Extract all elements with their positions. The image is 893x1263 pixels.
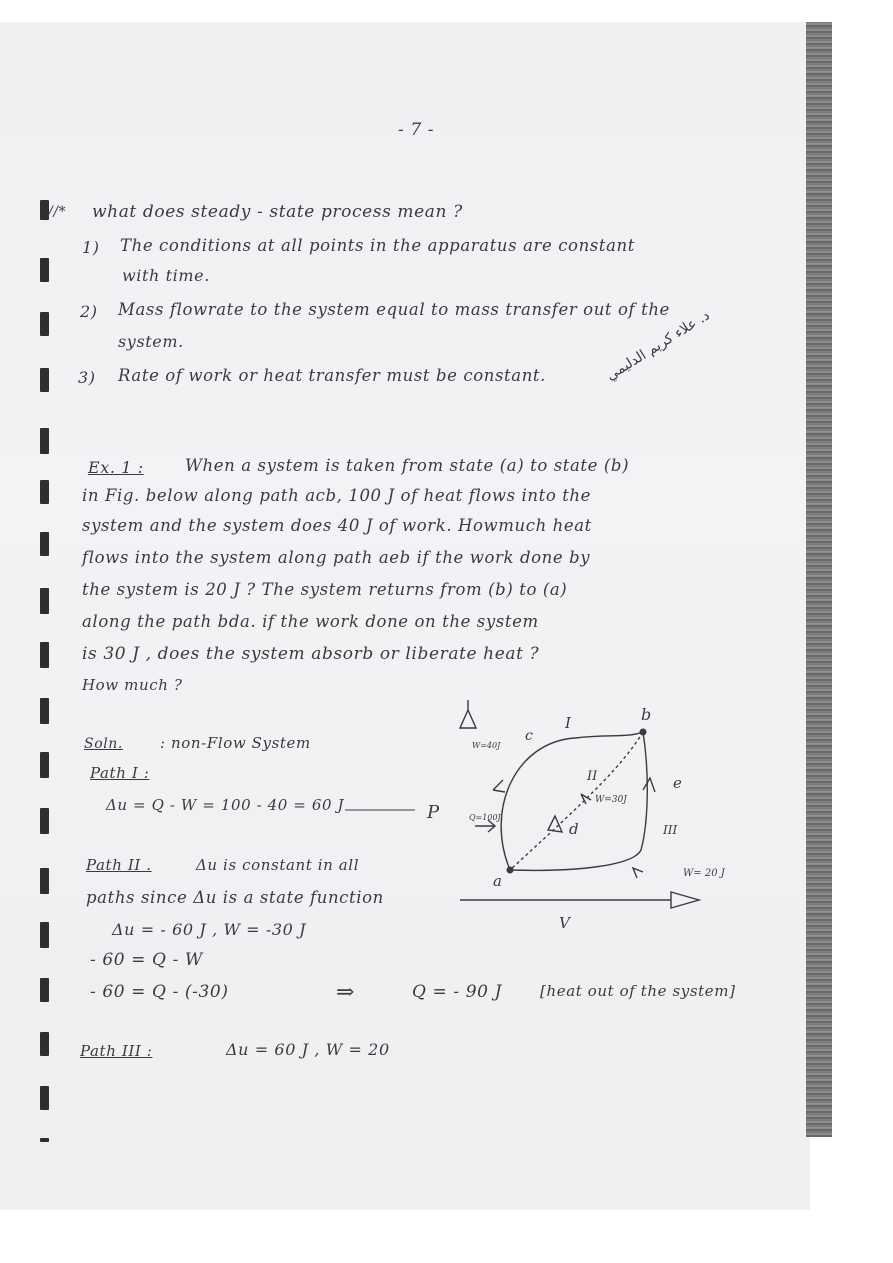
example-line-8: How much ? bbox=[82, 676, 183, 694]
point-2-line-1: Mass flowrate to the system equal to mass transfer out of the bbox=[118, 300, 670, 319]
label-w-path-III: W= 20 J bbox=[683, 868, 725, 879]
label-point-a: a bbox=[493, 872, 502, 890]
path-2-note: [heat out of the system] bbox=[540, 982, 736, 1000]
path-2-result: Q = - 90 J bbox=[412, 982, 502, 1002]
label-point-e: e bbox=[673, 774, 682, 792]
example-line-6: along the path bda. if the work done on the system bbox=[82, 612, 539, 631]
label-path-I: I bbox=[565, 714, 571, 732]
y-axis-arrowhead bbox=[460, 710, 476, 728]
example-label: Ex. 1 : bbox=[88, 458, 144, 477]
label-point-c: c bbox=[525, 728, 533, 744]
label-w-path-I: W=40J bbox=[472, 741, 501, 750]
arrow-on-path-I bbox=[493, 780, 505, 792]
point-b-dot bbox=[640, 729, 647, 736]
path-2-label: Path II . bbox=[86, 856, 152, 874]
point-1-num: 1) bbox=[82, 238, 100, 257]
point-2-line-2: system. bbox=[118, 332, 184, 351]
x-axis-arrowhead bbox=[671, 892, 699, 908]
path-2-equation-3: - 60 = Q - (-30) bbox=[90, 982, 229, 1002]
example-line-4: flows into the system along path aeb if the work done by bbox=[82, 548, 591, 567]
path-3-equation: Δu = 60 J , W = 20 bbox=[226, 1040, 390, 1059]
arrow-w-path-III bbox=[633, 868, 643, 878]
solution-label: Soln. bbox=[84, 736, 123, 752]
label-path-II: II bbox=[587, 769, 598, 784]
path-2-equation-2: - 60 = Q - W bbox=[90, 950, 203, 970]
point-3-num: 3) bbox=[78, 368, 96, 387]
label-path-III: III bbox=[663, 823, 678, 837]
point-3-line-1: Rate of work or heat transfer must be constant. bbox=[118, 366, 547, 385]
label-point-d: d bbox=[569, 820, 579, 838]
example-line-7: is 30 J , does the system absorb or liberate heat ? bbox=[82, 644, 540, 664]
arrow-on-path-e bbox=[643, 778, 655, 792]
page-binding bbox=[806, 22, 832, 1137]
label-w-path-II: W=30J bbox=[595, 795, 627, 805]
path-1-equation: Δu = Q - W = 100 - 40 = 60 J bbox=[106, 796, 345, 814]
y-axis-label: P bbox=[427, 802, 440, 823]
path-1-label: Path I : bbox=[90, 764, 150, 782]
label-q-path-I: Q=100J bbox=[469, 813, 501, 822]
label-point-b: b bbox=[641, 705, 652, 724]
page-number: - 7 - bbox=[398, 120, 435, 140]
arrow-on-path-II bbox=[548, 816, 562, 832]
arrow-w-path-II bbox=[581, 794, 591, 804]
x-axis-label: V bbox=[559, 914, 570, 932]
path-2-text-1: Δu is constant in all bbox=[196, 856, 360, 874]
example-line-3: system and the system does 40 J of work. Howmuch heat bbox=[82, 516, 592, 535]
author-signature: د. علاء كريم الدليمي bbox=[603, 307, 713, 384]
point-2-num: 2) bbox=[80, 302, 98, 321]
example-line-2: in Fig. below along path acb, 100 J of heat flows into the bbox=[82, 486, 592, 505]
path-2-equation-1: Δu = - 60 J , W = -30 J bbox=[112, 920, 307, 939]
point-1-line-2: with time. bbox=[122, 266, 210, 285]
implies-arrow: ⇒ bbox=[336, 980, 356, 1005]
point-1-line-1: The conditions at all points in the apparatus are constant bbox=[120, 236, 635, 255]
path-2-text-2: paths since Δu is a state function bbox=[86, 888, 384, 907]
example-line-1: When a system is taken from state (a) to state (b) bbox=[185, 456, 630, 475]
solution-type: : non-Flow System bbox=[160, 734, 311, 752]
example-line-5: the system is 20 J ? The system returns from (b) to (a) bbox=[82, 580, 568, 599]
question-marker: //* bbox=[48, 204, 67, 220]
point-a-dot bbox=[507, 867, 514, 874]
question-title: what does steady - state process mean ? bbox=[92, 202, 463, 222]
path-3-label: Path III : bbox=[80, 1042, 153, 1060]
pv-diagram bbox=[427, 700, 755, 932]
